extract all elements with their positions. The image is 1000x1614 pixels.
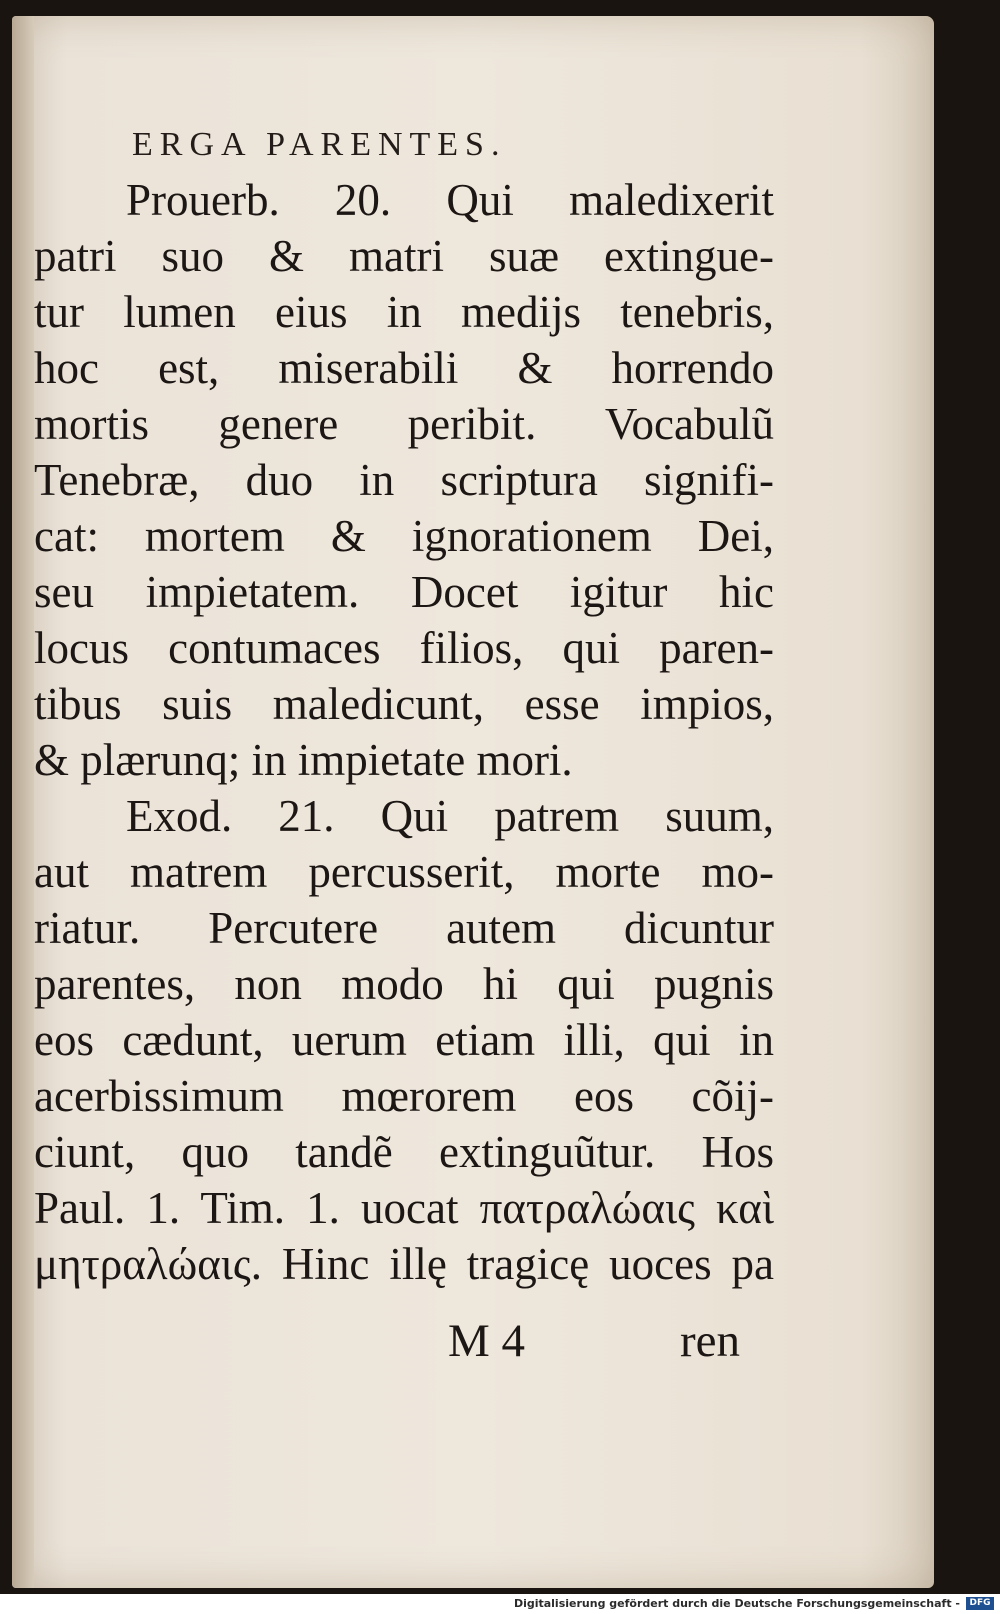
text-line-18: ciunt, quo tandẽ extinguũtur. Hos: [34, 1127, 774, 1177]
digitization-footer: [0, 1594, 1000, 1614]
text-line-1: Prouerb. 20. Qui maledixerit: [126, 175, 774, 225]
text-line-9: locus contumaces filios, qui paren-: [34, 623, 774, 673]
dfg-logo-icon: DFG: [966, 1597, 994, 1610]
text-line-14: riatur. Percutere autem dicuntur: [34, 903, 774, 953]
text-line-11: & plærunq; in impietate mori.: [34, 735, 573, 785]
catchword: ren: [680, 1315, 741, 1367]
text-line-17: acerbissimum mœrorem eos cõij-: [34, 1071, 774, 1121]
text-line-15: parentes, non modo hi qui pugnis: [34, 959, 774, 1009]
signature-mark: M 4: [448, 1315, 526, 1367]
page-gutter: [12, 16, 34, 1588]
text-line-7: cat: mortem & ignorationem Dei,: [34, 511, 774, 561]
running-head: ERGA PARENTES.: [132, 126, 507, 163]
text-line-20: μητραλώαις. Hinc illę tragicę uoces pa: [34, 1239, 774, 1289]
text-line-6: Tenebræ, duo in scriptura signifi-: [34, 455, 774, 505]
text-line-8: seu impietatem. Docet igitur hic: [34, 567, 774, 617]
text-line-4: hoc est, miserabili & horrendo: [34, 343, 774, 393]
book-page: [12, 16, 934, 1588]
text-line-16: eos cædunt, uerum etiam illi, qui in: [34, 1015, 774, 1065]
text-line-3: tur lumen eius in medijs tenebris,: [34, 287, 774, 337]
text-line-13: aut matrem percusserit, morte mo-: [34, 847, 774, 897]
footer-credit: Digitalisierung gefördert durch die Deutsche Forschungsgemeinschaft -: [513, 1597, 960, 1610]
text-line-10: tibus suis maledicunt, esse impios,: [34, 679, 774, 729]
text-line-2: patri suo & matri suæ extingue-: [34, 231, 774, 281]
text-line-5: mortis genere peribit. Vocabulũ: [34, 399, 774, 449]
text-line-19: Paul. 1. Tim. 1. uocat πατραλώαις καὶ: [34, 1183, 774, 1233]
text-line-12: Exod. 21. Qui patrem suum,: [126, 791, 774, 841]
